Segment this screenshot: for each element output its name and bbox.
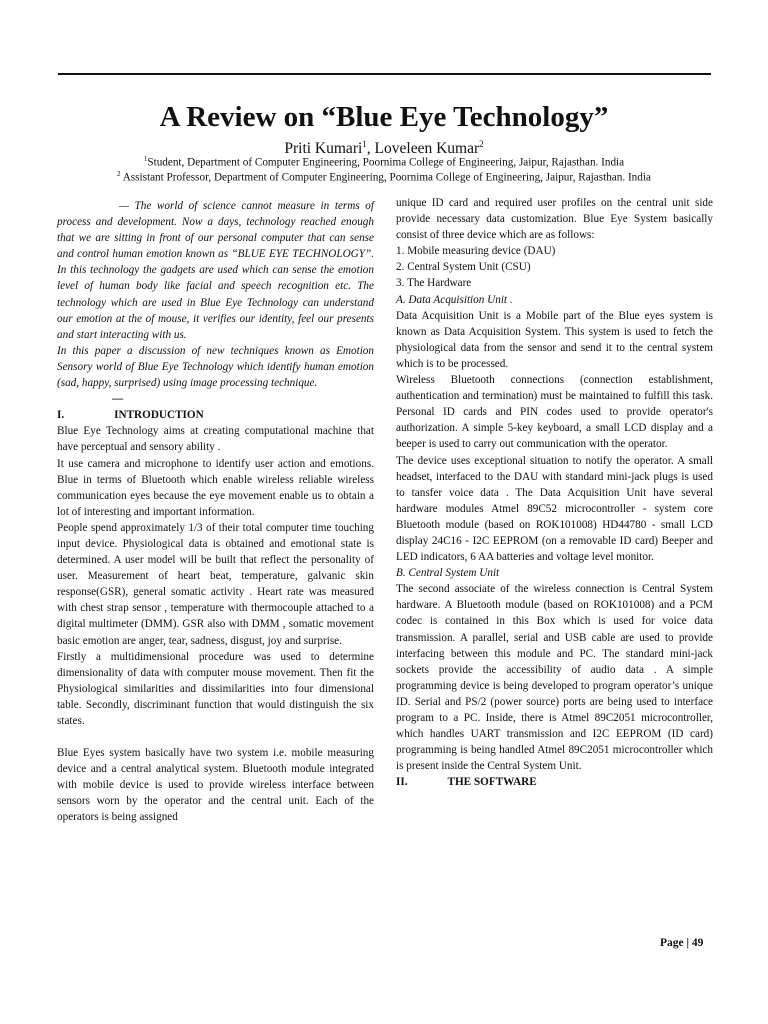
section-1-heading [57,407,374,423]
section-1-number: I. [57,409,65,422]
paragraph-gap [57,729,374,745]
section-1-title: INTRODUCTION [114,409,204,422]
intro-paragraph-3: People spend approximately 1/3 of their total computer time touching input device. Physiological data is obtained and emotional state is determined. A user model will be built that reflect the personality of user. Measurement of heart beat, temperature, galvanic skin response(GSR), general somatic activity . Heart rate was measured with chest strap sensor , temperature with thermocouple attached to a digital multimeter (DMM). GSR also with DMM , somatic movement basic emotion are anger, tear, sadness, disgust, joy and surprise. [57,521,374,647]
affiliation-1-sup: 1 [143,155,148,163]
section-2-number: II. [396,776,408,789]
paper-title: A Review on “Blue Eye Technology” [159,101,609,133]
author-1: Priti Kumari [284,140,363,158]
subheading-b: B. Central System Unit [396,567,500,580]
top-rule [58,73,711,75]
affiliation-2 [0,167,768,186]
left-column [57,198,374,826]
affiliation-2-text: Assistant Professor, Department of Computer Engineering, Poornima College of Engineering, Jaipur, Rajasthan. India [120,171,651,184]
author-2-sup: 2 [479,139,484,149]
abstract-paragraph-1: — The world of science cannot measure in terms of process and development. Now a days, technology reached enough that we are sitting in front of our personal computer that can sense and control human emotion known as “BLUE EYE TECHNOLOGY”. In this technology the gadgets are used which can sense the emotion level of human body like facial and speech recognition etc. The technology which are used in Blue Eye Technology can understand our emotion at the of mouse, it verifies our identity, feel our presents and start interacting with us. [57,200,374,341]
device-list-item-3: 3. The Hardware [396,277,472,290]
section-2-title: THE SOFTWARE [447,776,537,789]
dau-paragraph-1: Data Acquisition Unit is a Mobile part of the Blue eyes system is known as Data Acquisition System. This system is used to fetch the physiological data from the sensor and send it to the central system which is to be processed. [396,309,713,370]
affiliation-1-text: Student, Department of Computer Engineering, Poornima College of Engineering, Jaipur, Rajasthan. India [147,156,625,169]
device-list-item-1: 1. Mobile measuring device (DAU) [396,245,556,258]
dau-paragraph-2: Wireless Bluetooth connections (connection establishment, authentication and termination) must be maintained to fulfill this task. Personal ID cards and PIN codes used to provide operator's authorization. A simple 5-key keyboard, a small LCD display and a beeper is used to carry out communication with the operator. [396,374,713,451]
abstract-paragraph-2: In this paper a discussion of new techniques known as Emotion Sensory world of Blue Eye Technology which identify human emotion (sad, happy, surprised) using image processing technique. [57,344,374,390]
author-2: Loveleen Kumar [374,140,480,158]
intro-paragraph-2: It use camera and microphone to identify user action and emotions. Blue in terms of Bluetooth which enable wireless reliable wireless communication eyes because the eye movement enable us to obtain a lot of interesting and important information. [57,457,374,518]
abstract-separator: — [112,393,124,406]
subheading-a: A. Data Acquisition Unit . [396,293,513,306]
affiliation-2-sup: 2 [117,170,121,178]
right-column [396,195,713,790]
intro-paragraph-1: Blue Eye Technology aims at creating computational machine that have perceptual and sensory ability . [57,425,374,454]
intro-paragraph-5: Blue Eyes system basically have two system i.e. mobile measuring device and a central analytical system. Bluetooth module integrated with mobile device is used to provide wireless interface between sensors worn by the operator and the central unit. Each of the operators is being assigned [57,747,374,824]
author-separator: , [366,140,375,158]
device-list-item-2: 2. Central System Unit (CSU) [396,261,531,274]
intro-paragraph-4: Firstly a multidimensional procedure was used to determine dimensionality of data with computer mouse movement. Then fit the Physiological similarities and dissimilarities into four dimensional table. Secondly, discriminant function that would distinguish the six states. [57,650,374,727]
page-number: Page | 49 [660,937,704,949]
right-paragraph-1: unique ID card and required user profiles on the central unit side provide necessary data customization. Blue Eye System basically consist of three device which are as follows: [396,197,713,242]
dau-paragraph-3: The device uses exceptional situation to notify the operator. A small headset, interfaced to the DAU with standard mini-jack plugs is used to tansfer voice data . The Data Acquisition Unit have several hardware modules Atmel 89C52 microcontroller - system core Bluetooth module (based on ROK101008) HD44780 - small LCD display 24C16 - I2C EEPROM (on a removable ID card) Beeper and LED indicators, 6 AA batteries and voltage level monitor. [396,454,713,564]
author-1-sup: 1 [362,139,367,149]
section-2-heading [396,774,713,790]
csu-paragraph-1: The second associate of the wireless connection is Central System hardware. A Bluetooth module (based on ROK101008) and a PCM codec is contained in this Box which is used for voice data transmission. A parallel, serial and USB cable are used to provide interfacing between this module and PC. The standard mini-jack sockets provide the accessibility of audio data . A simple programming device is being developed to program operator’s unique ID. Serial and PS/2 (power source) ports are being used to interface program to a PC. Inside, there is Atmel 89C2051 microcontroller, which handles UART transmission and I2C EEPROM (ID card) programming is being handled Atmel 89C2051 microcontroller which is present inside the Central System Unit. [396,583,713,773]
